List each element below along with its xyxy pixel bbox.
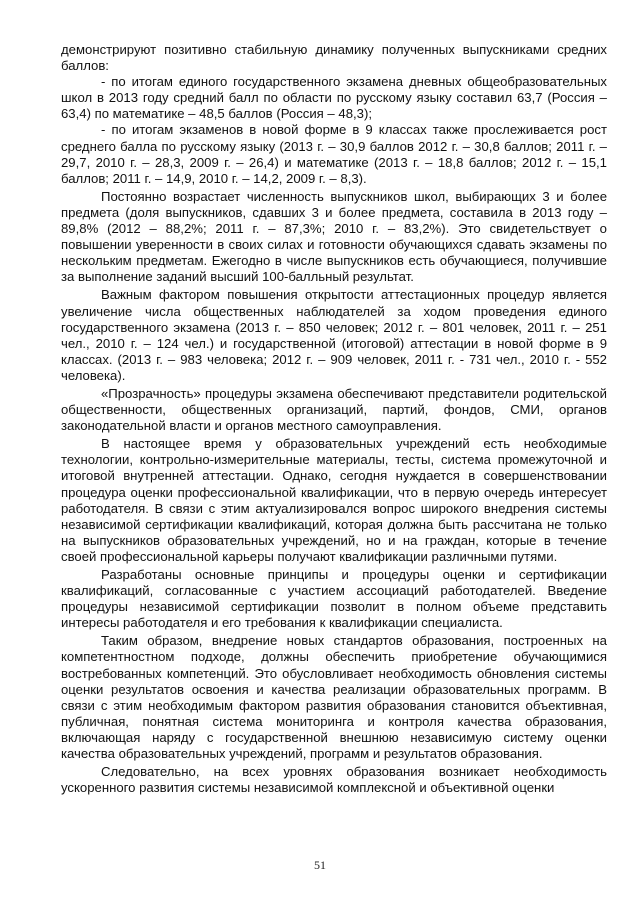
paragraph-transparency: «Прозрачность» процедуры экзамена обеспечивают представители родительской общественности, общественных организаций, партий, фондов, СМИ, органов законодательной власти и органов местного самоуправления. xyxy=(61,385,607,434)
paragraph-intro: демонстрируют позитивно стабильную динамику полученных выпускниками средних баллов: xyxy=(61,42,607,74)
paragraph-technologies: В настоящее время у образовательных учреждений есть необходимые технологии, контрольно-измерительные материалы, тесты, система промежуточной и итоговой внутренней аттестации. Однако, сегодня нуждается в совершенствовании процедура оценки профессиональной квалификации, что в первую очередь интересует работодателя. В связи с этим актуализировался вопрос широкого внедрения системы независимой сертификации квалификаций, которая должна быть рассчитана не только на выпускников образовательных учреждений, но и на граждан, которые в течение своей профессиональной карьеры получают квалификации различными путями. xyxy=(61,436,607,564)
paragraph-subject-choice: Постоянно возрастает численность выпускников школ, выбирающих 3 и более предмета (доля выпускников, сдавших 3 и более предмета, составила в 2013 году – 89,8% (2012 – 88,2%; 2011 г. – 87,3%; 2010 г. – 83,2%). Это свидетельствует о повышении уверенности в своих силах и готовности обучающихся сдавать экзамены по нескольким предметам. Ежегодно в числе выпускников есть обучающиеся, получившие за выполнение заданий высший 100-балльный результат. xyxy=(61,188,607,285)
paragraph-observers: Важным фактором повышения открытости аттестационных процедур является увеличение числа общественных наблюдателей за ходом проведения единого государственного экзамена (2013 г. – 850 человек; 2012 г. – 801 человек, 2011 г. – 251 чел., 2010 г. – 124 чел.) и государственной (итоговой) аттестации в новой форме в 9 классах. (2013 г. – 983 человека; 2012 г. – 909 человек, 2011 г. - 731 чел., 2010 г. - 552 человека). xyxy=(61,287,607,383)
paragraph-grade9-results: - по итогам экзаменов в новой форме в 9 классах также прослеживается рост среднего балла по русскому языку (2013 г. – 30,9 баллов 2012 г. – 30,8 баллов; 2011 г. – 29,7, 2010 г. – 28,3, 2009 г. – 26,4) и математике (2013 г. – 18,8 баллов; 2012 г. – 15,1 баллов; 2011 г. – 14,9, 2010 г. – 14,2, 2009 г. – 8,3). xyxy=(61,122,607,186)
page-number: 51 xyxy=(314,858,326,872)
paragraph-ege-results: - по итогам единого государственного экзамена дневных общеобразовательных школ в 2013 году средний балл по области по русскому языку составил 63,7 (Россия – 63,4) по математике – 48,5 баллов (Россия – 48,3); xyxy=(61,74,607,122)
paragraph-standards: Таким образом, внедрение новых стандартов образования, построенных на компетентностном подходе, должны обеспечить приобретение обучающимися востребованных компетенций. Это обусловливает необходимость обновления системы оценки результатов освоения и качества реализации образовательных программ. В связи с этим необходимым фактором развития образования становится объективная, публичная, понятная система мониторинга и контроля качества образования, включающая наряду с государственной внешнюю независимую систему оценки качества образовательных учреждений, программ и результатов образования. xyxy=(61,633,607,762)
paragraph-certification: Разработаны основные принципы и процедуры оценки и сертификации квалификаций, согласованные с участием ассоциаций работодателей. Введение процедуры независимой сертификации позволит в полном объеме представить интересы работодателя и его требования к квалификации специалиста. xyxy=(61,567,607,631)
paragraph-conclusion: Следовательно, на всех уровнях образования возникает необходимость ускоренного развития системы независимой комплексной и объективной оценки xyxy=(61,764,607,796)
